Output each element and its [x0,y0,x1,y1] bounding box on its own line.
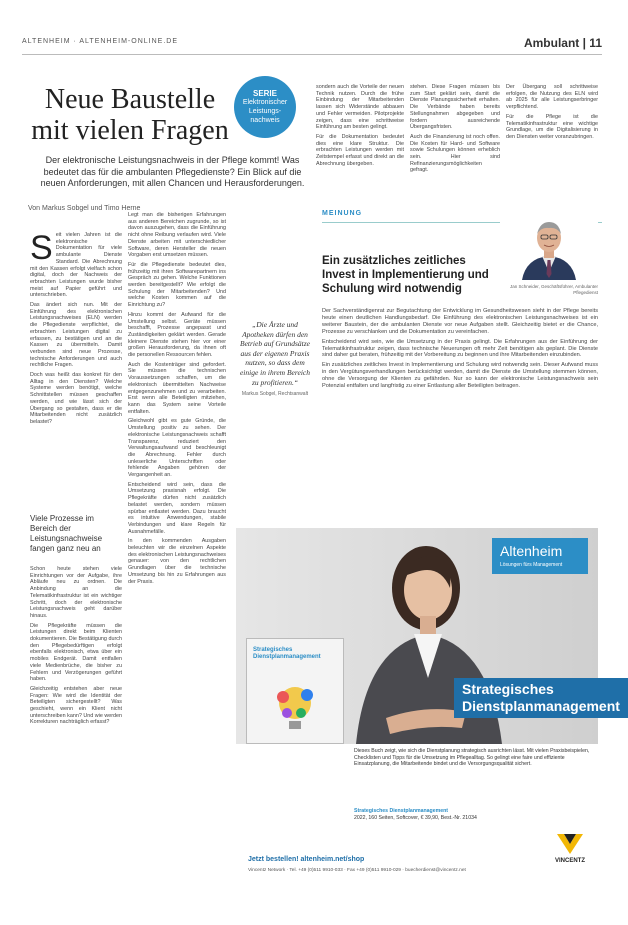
series-badge [234,76,296,138]
ad-brand-tagline: Lösungen fürs Management [500,562,563,568]
paragraph: Für die Dokumentation bedeutet dies eine klare Struktur. Die erbrachten Leistungen werden mit Zeitstempel erfasst und direkt an die Abrechnung übergeben. [316,133,404,167]
ad-title-line-2: Dienstplanmanagement [462,698,620,714]
paragraph: Der Übergang soll schrittweise erfolgen, die Nutzung des ELN wird ab 2025 für alle Leistungserbringer verpflichtend. [506,84,598,111]
paragraph: Gleichzeitig entstehen aber neue Fragen: Wie wird die Identität der Beteiligten sichergestellt? Was geschieht, wenn ein Klient nicht unterschreiben kann? Und wie werden Korrekturen nachträglich erfasst? [30,685,122,726]
series-line-1: Elektronischer [242,99,288,106]
paragraph: Für die Pflegedienste bedeutet dies, frühzeitig mit ihren Softwarepartnern ins Gespräch zu gehen. Welche Funktionen werden bereitgestellt? Wie erfolgt die Schulung der Mitarbeitenden? Und welche Kosten kommen auf die Einrichtung zu? [128,261,226,309]
article-column-3 [316,84,404,184]
advertisement-image[interactable] [236,528,620,744]
pull-quote [237,320,313,397]
ad-contact-info: Vincentz Network · Tel. +49 (0)511 9910-033 · Fax +49 (0)511 9910-029 · buecherdienst@vincentz.net [248,868,466,873]
drop-cap: S [30,229,53,267]
paragraph: Doch was heißt das konkret für den Alltag in den Diensten? Welche Systeme werden benötigt, welche Schnittstellen müssen geschaffen werden, und wie lässt sich der Übergang so gestalten, dass er die Mitarbeitenden nicht zusätzlich belastet? [30,372,122,425]
paragraph: Auch die Finanzierung ist noch offen. Die Kosten für Hard- und Software sowie Schulungen können erheblich sein. Hier sind Refinanzierungsmöglichkeiten gefragt. [410,133,500,174]
article-column-1b [30,566,122,894]
publisher-name: VINCENTZ [555,858,585,864]
paragraph: Gleichwohl gibt es gute Gründe, die Umstellung positiv zu sehen. Der elektronische Leistungsnachweis schafft Transparenz, reduziert den Verwaltungsaufwand und beschleunigt die Abrechnung. Fehler durch unleserliche Unterschriften oder fehlende Angaben gehören der Vergangenheit an. [128,418,226,479]
paragraph: Für die Pflege ist die Telematikinfrastruktur eine wichtige Grundlage, um die Digitalisierung in den Diensten weiter voranzubringen. [506,113,598,140]
ad-order-info [354,808,574,821]
paragraph: In den kommenden Ausgaben beleuchten wir die einzelnen Aspekte des elektronischen Leistungsnachweises genauer: von den rechtlichen Grundlagen über die technische Umsetzung bis hin zu Erfahrungen aus der Praxis. [128,538,226,585]
paragraph: sondern auch die Vorteile der neuen Technik nutzen. Durch die frühe Einbindung der Mitarbeitenden lassen sich Widerstände abbauen und Fehler vermeiden. Pilotprojekte zeigen, dass eine schrittweise Einführung am besten gelingt. [316,84,404,131]
paragraph: stehen. Diese Fragen müssen bis zum Start geklärt sein, damit die Dienste Planungssicherheit erhalten. Die Verbände haben bereits Stellungnahmen abgegeben und fordern ausreichende Übergangsfristen. [410,84,500,131]
paragraph: Hinzu kommt der Aufwand für die Umstellung selbst. Geräte müssen beschafft, Prozesse angepasst und Zuständigkeiten geklärt werden. Gerade kleinere Dienste stehen hier vor einer großen Herausforderung, da ihnen oft die personellen Ressourcen fehlen. [128,311,226,359]
series-line-2: Leistungs- [248,108,282,115]
ad-title-line-1: Strategisches [462,681,554,697]
ad-order-details: 2022, 160 Seiten, Softcover, € 39,90, Best.-Nr. 21034 [354,814,477,821]
ad-copy: Dieses Buch zeigt, wie sich die Dienstplanung strategisch ausrichten lässt. Mit vielen Praxisbeispielen, Checklisten und Tipps für die Umsetzung im Pflegealltag. So gelingt eine faire und effiziente Einsatzplanung, die Mitarbeitende bindet und die Versorgungsqualität sichert. [354,748,590,768]
article-column-4 [410,84,500,184]
pull-quote-text: „Die Ärzte und Apotheken dürfen den Betrieb auf Grundsätze aus der eigenen Praxis nutzen, so dass dem einige in ihrem Bereich zu profitieren.“ [239,320,311,387]
article-byline: Von Markus Sobgel und Timo Herne [28,205,141,212]
paragraph: Auch die Kostenträger sind gefordert. Sie müssen die technischen Voraussetzungen schaffen, um die elektronisch übermittelten Nachweise entgegenzunehmen und zu verarbeiten. Erst wenn alle Beteiligten mitziehen, kann das System seine Vorteile entfalten. [128,361,226,415]
opinion-label: MEINUNG [322,210,363,217]
series-tag: SERIE [252,89,277,98]
page-header [22,36,602,54]
book-cover-title: Strategisches Dienstplanmanagement [253,647,321,660]
article-headline: Neue Baustelle mit vielen Fragen [31,84,229,146]
article-column-1 [30,229,122,508]
article-subhead: Viele Prozesse im Bereich der Leistungsnachweise fangen ganz neu an [30,514,103,553]
section-page-number: Ambulant | 11 [523,36,602,50]
publication-info: ALTENHEIM · ALTENHEIM-ONLINE.DE [22,38,178,45]
portrait-caption: Jan Schneider, Geschäftsführer, Ambulanter Pflegedienst [509,284,598,295]
article-column-5 [506,84,598,184]
author-portrait [500,214,598,280]
book-cover [246,638,344,744]
article-column-2 [128,212,226,894]
article-lead: Der elektronische Leistungsnachweis in der Pflege kommt! Was bedeutet das für die ambulanten Pflegedienste? Ein Blick auf die neuen Anforderungen, mit allen Chancen und Herausforderungen. [40,155,305,188]
ad-order-title: Strategisches Dienstplanmanagement [354,808,448,814]
paragraph: Entscheidend wird sein, dass die Umsetzung praxisnah erfolgt. Die Pflegekräfte dürfen nicht zusätzlich belastet werden, sondern müssen spürbar entlastet werden. Dazu braucht es intuitive Anwendungen, stabile Verbindungen und klare Regeln für Ausnahmefälle. [128,481,226,535]
paragraph: Schon heute stehen viele Einrichtungen vor der Aufgabe, ihre Abläufe neu zu ordnen. Die Anbindung an die Telematikinfrastruktur ist ein wichtiger Schritt, doch der elektronische Leistungsnachweis geht darüber hinaus. [30,566,122,619]
paragraph: eit vielen Jahren ist die elektronische Dokumentation für viele ambulante Dienste Standard. Die Abrechnung mit den Kassen erfolgt vielfach schon digital, doch der Nachweis der erbrachten Leistungen wurde bisher meist auf Papier geführt und unterschrieben. [30,232,122,299]
vincentz-logo-icon [555,832,585,856]
header-rule [22,54,602,55]
publisher-logo [546,832,594,864]
paragraph: Legt man die bisherigen Erfahrungen aus anderen Bereichen zugrunde, so ist davon auszugehen, dass die Einführung nicht ohne Reibung verlaufen wird. Viele Dienste arbeiten mit unterschiedlicher Software, deren Hersteller die neuen Vorgaben erst umsetzen müssen. [128,212,226,259]
advertisement-details [236,744,598,894]
ad-title-banner [454,678,628,718]
paragraph: Entscheidend wird sein, wie die Umsetzung in der Praxis gelingt. Die Erfahrungen aus der Einführung der Telematikinfrastruktur zeigen, dass technische Neuerungen oft mehr Zeit benötigen als geplant. Die Dienste sind daher gut beraten, frühzeitig mit der Vorbereitung zu beginnen und ihre Mitarbeitenden einzubinden. [322,338,598,359]
paragraph: Ein zusätzliches zeitliches Invest in Implementierung und Schulung wird notwendig sein. Dieser Aufwand muss in den Vergütungsverhandlungen berücksichtigt werden, damit die Dienste die Umstellung stemmen können, ohne die Versorgung der Klienten zu gefährden. Nur so kann der elektronische Leistungsnachweis sein Potenzial entfalten und langfristig zu einer Entlastung aller Beteiligten beitragen. [322,362,598,390]
opinion-title: Ein zusätzliches zeitliches Invest in Implementierung und Schulung wird notwendig [322,255,489,295]
ad-order-link[interactable]: Jetzt bestellen! altenheim.net/shop [248,856,365,863]
ad-brand-logo [492,538,588,574]
pull-quote-attribution: Markus Sobgel, Rechtsanwalt [241,391,309,398]
series-line-3: nachweis [250,117,280,124]
paragraph: Die Pflegekräfte müssen die Leistungen direkt beim Klienten dokumentieren. Die Bestätigung durch den Pflegebedürftigen erfolgt ebenfalls elektronisch, etwa über ein mobiles Endgerät. Damit entfallen viele Medienbrüche, die bisher zu Fehlern und Verzögerungen geführt haben. [30,622,122,683]
opinion-body [322,308,598,514]
ad-brand-name: Altenheim [500,543,563,559]
paragraph: Der Sachverständigenrat zur Begutachtung der Entwicklung im Gesundheitswesen sieht in der Pflege bereits heute einen deutlichen Handlungsbedarf. Die Einführung des elektronischen Leistungsnachweises ist ein weiterer Baustein, der die ambulanten Dienste vor neue Aufgaben stellt. Gleichzeitig bietet er die Chance, Prozesse zu verschlanken und die Dokumentation zu vereinfachen. [322,308,598,335]
paragraph: Das ändert sich nun. Mit der Einführung des elektronischen Leistungsnachweises (ELN) werden die Pflegedienste verpflichtet, die erbrachten Leistungen digital zu erfassen, zu bestätigen und an die Kassen zu übermitteln. Damit verbunden sind neue Prozesse, technische Anforderungen und auch rechtliche Fragen. [30,302,122,369]
